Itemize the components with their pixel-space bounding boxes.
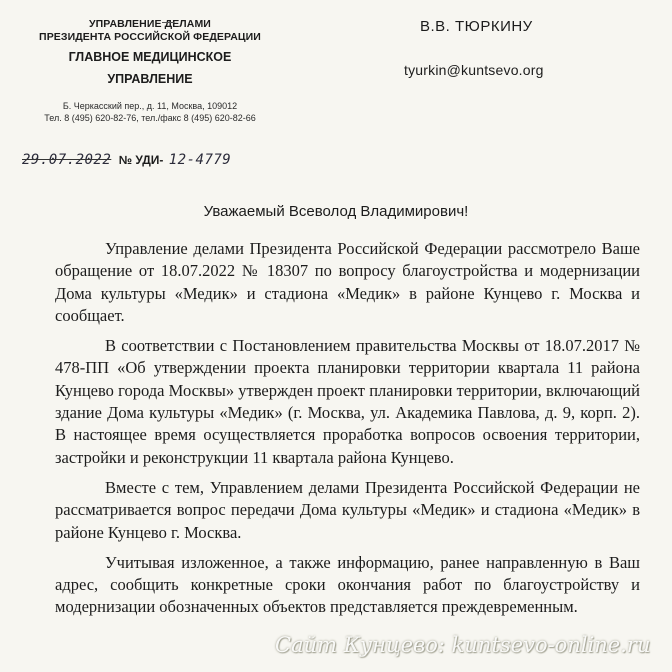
paragraph-1: Управление делами Президента Российской Федерации рассмотрело Ваше обращение от 18.07.2022 № 18307 по вопросу благоустройства и модернизации Дома культуры «Медик» и стадиона «Медик» в районе Кунцево г. Москва и сообщает. <box>55 239 640 325</box>
org-name-line2: ПРЕЗИДЕНТА РОССИЙСКОЙ ФЕДЕРАЦИИ <box>39 31 261 43</box>
emblem-mark <box>162 18 174 23</box>
recipient-email: tyurkin@kuntsevo.org <box>404 62 544 78</box>
registration-line <box>22 152 231 168</box>
org-address: Б. Черкасский пер., д. 11, Москва, 109012 <box>62 101 238 111</box>
paragraph-3: Вместе с тем, Управлением делами Президента Российской Федерации не рассматривается вопрос передачи Дома культуры «Медик» и стадиона «Медик» в районе Кунцево г. Москва. <box>55 477 640 542</box>
letterhead <box>20 18 280 124</box>
org-phones: Тел. 8 (495) 620-82-76, тел./факс 8 (495) 620-82-66 <box>44 113 256 123</box>
org-name-line1: УПРАВЛЕНИЕ ДЕЛАМИ <box>89 18 211 30</box>
department-name-line1: ГЛАВНОЕ МЕДИЦИНСКОЕ <box>68 50 232 64</box>
department-name-line2: УПРАВЛЕНИЕ <box>107 72 193 86</box>
registration-date: 29.07.2022 <box>22 152 112 168</box>
registration-number: 12-4779 <box>168 152 232 168</box>
site-watermark: Сайт Кунцево: kuntsevo-online.ru <box>275 633 651 657</box>
salutation: Уважаемый Всеволод Владимирович! <box>203 203 469 220</box>
registration-number-label: № УДИ- <box>118 153 164 167</box>
paragraph-2: В соответствии с Постановлением правительства Москвы от 18.07.2017 № 478-ПП «Об утверждении проекта планировки территории квартала 11 района Кунцево города Москвы» утвержден проект планировки территории, включающий здание Дома культуры «Медик» (г. Москва, ул. Академика Павлова, д. 9, корп. 2). В настоящее время осуществляется проработка вопросов освоения территории, застройки и реконструкции 11 квартала района Кунцево. <box>55 336 640 467</box>
recipient-name: В.В. ТЮРКИНУ <box>420 18 533 35</box>
letter-body <box>55 238 640 619</box>
paragraph-4: Учитывая изложенное, а также информацию, ранее направленную в Ваш адрес, сообщить конкретные сроки окончания работ по благоустройству и модернизации обозначенных объектов представляется преждевременным. <box>55 552 640 617</box>
